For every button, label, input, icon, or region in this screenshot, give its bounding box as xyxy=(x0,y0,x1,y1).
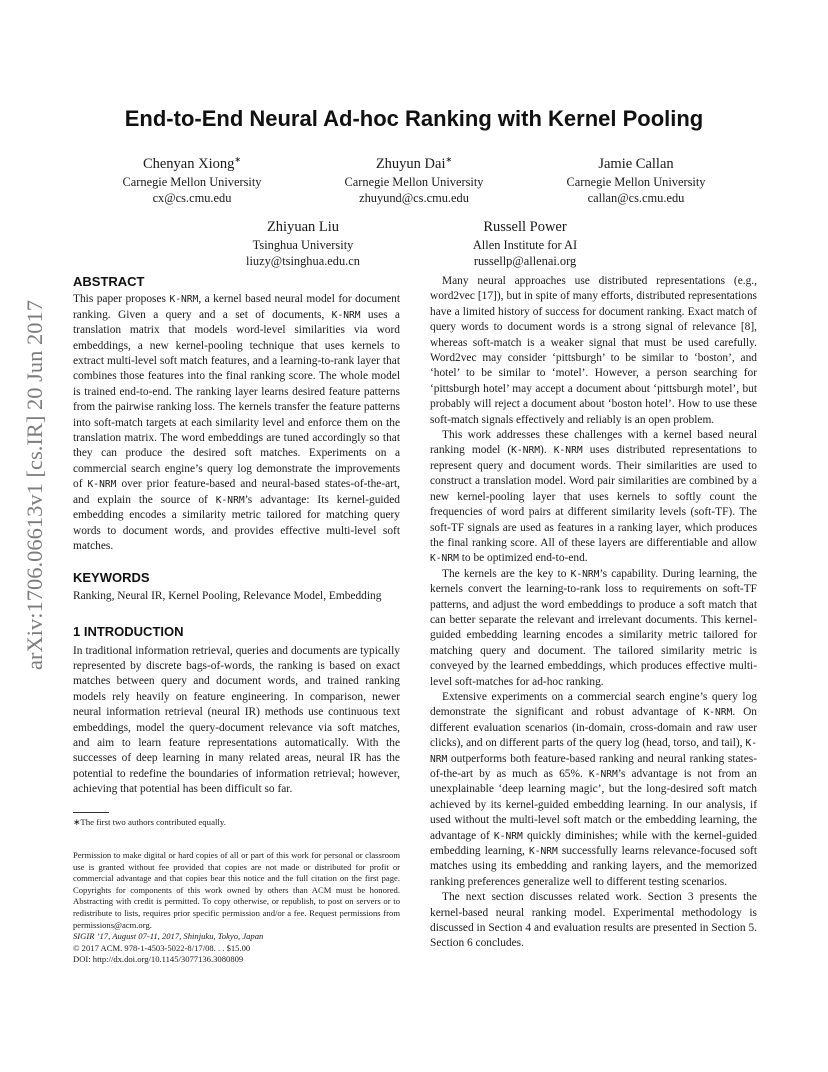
paragraph: This work addresses these challenges with a kernel based neural ranking model (K-NRM). K-NRM uses distributed representations to represent query and document words. Their similarities are used to construct a translation model. Word pair similarities are combined by a new kernel-pooling layer that uses kernels to softly count the frequencies of word pairs at different similarity levels (soft-TF). The soft-TF signals are used as features in a ranking layer, which produces the final ranking score. All of these layers are differentiable and allow K-NRM to be optimized end-to-end. xyxy=(430,429,757,565)
abstract-text: This paper proposes K-NRM, a kernel based neural model for document ranking. Given a query and a set of documents, K-NRM uses a translation matrix that models word-level similarities via word embeddings, a new kernel-pooling technique that uses kernels to extract multi-level soft match features, and a learning-to-rank layer that combines those features into the final ranking score. The whole model is trained end-to-end. The ranking layer learns desired feature patterns from the pairwise ranking loss. The kernels transfer the feature patterns into soft-match targets at each similarity level and enforce them on the translation matrix. The word embeddings are tuned accordingly so that they can produce the desired soft matches. Experiments on a commercial search engine’s query log demonstrate the improvements of K-NRM over prior feature-based and neural-based states-of-the-art, and explain the source of K-NRM’s advantage: Its kernel-guided embedding encodes a similarity metric tailored for matching query words to document words, and provides effective multi-level soft matches. xyxy=(73,293,400,552)
permission-block xyxy=(73,850,400,966)
author-email: zhuyund@cs.cmu.edu xyxy=(359,191,469,206)
author-affiliation: Carnegie Mellon University xyxy=(566,174,706,189)
keywords-heading: KEYWORDS xyxy=(73,570,150,586)
author-affiliation: Carnegie Mellon University xyxy=(344,174,484,189)
paragraph: The next section discusses related work. Section 3 presents the kernel-based neural ranking model. Experimental methodology is discussed in Section 4 and evaluation results are presented in Section 5. Section 6 concludes. xyxy=(430,891,757,950)
author-email: cx@cs.cmu.edu xyxy=(152,191,232,206)
introduction-paragraph: In traditional information retrieval, queries and documents are typically represented by discrete bags-of-words, the ranking is based on exact matches between query and document words, and trained ranking models rely heavily on feature engineering. In comparison, newer neural information retrieval (neural IR) methods use continuous text embeddings, model the query-document relevance via soft matches, and aim to learn feature representations automatically. With the successes of deep learning in many related areas, neural IR has the potential to redefine the boundaries of information retrieval; however, achieving that potential has been difficult so far. xyxy=(73,644,400,796)
author-name: Chenyan Xiong∗ xyxy=(142,155,242,172)
paragraph: Extensive experiments on a commercial search engine’s query log demonstrate the significant and robust advantage of K-NRM. On different evaluation scenarios (in-domain, cross-domain and raw user clicks), and on different parts of the query log (head, torso, and tail), K-NRM outperforms both feature-based ranking and neural ranking states-of-the-art by as much as 65%. K-NRM’s advantage is not from an unexplainable ‘deep learning magic’, but the long-desired soft match achieved by its kernel-guided embedding learning. In our analysis, if used without the multi-level soft match or the embedding learning, the advantage of K-NRM quickly diminishes; while with the kernel-guided embedding learning, K-NRM successfully learns relevance-focused soft matches using its embedding and ranking layers, and the memorized ranking preferences generalize well to different testing scenarios. xyxy=(430,690,757,888)
author-block xyxy=(213,213,393,270)
author-name: Zhiyuan Liu xyxy=(266,218,340,235)
author-name: Russell Power xyxy=(483,218,567,235)
copyright-line: © 2017 ACM. 978-1-4503-5022-8/17/08. . . $15.00 xyxy=(73,942,251,953)
right-column xyxy=(430,274,757,952)
author-affiliation: Tsinghua University xyxy=(252,237,354,252)
author-email: liuzy@tsinghua.edu.cn xyxy=(246,254,360,269)
author-block xyxy=(102,150,282,207)
author-name: Zhuyun Dai∗ xyxy=(375,155,453,172)
author-block xyxy=(435,213,615,270)
author-name: Jamie Callan xyxy=(598,155,674,172)
conference-venue: SIGIR ’17, August 07-11, 2017, Shinjuku, Tokyo, Japan xyxy=(73,931,264,942)
author-email: russellp@allenai.org xyxy=(473,254,577,269)
paragraph: The kernels are the key to K-NRM’s capability. During learning, the kernels convert the learning-to-rank loss to requirements on soft-TF patterns, and adjust the word embeddings to produce a soft match that can better separate the relevant and irrelevant documents. This kernel-guided embedding learning encodes a similarity metric tailored for matching query and document. The tailored similarity metric is conveyed by the learned embeddings, which produces effective multi-level soft-matches for ad-hoc ranking. xyxy=(430,567,757,688)
arxiv-stamp-text: arXiv:1706.06613v1 [cs.IR] 20 Jun 2017 xyxy=(22,300,47,670)
author-block xyxy=(324,150,504,207)
paragraph: Many neural approaches use distributed representations (e.g., word2vec [17]), but in spite of many efforts, distributed representations have a limited history of success for document ranking. Exact match of query words to document words is a strong signal of relevance [8], whereas soft-match is a weaker signal that must be used carefully. Word2vec may consider ‘pittsburgh’ to be similar to ‘boston’, and ‘hotel’ to be similar to ‘motel’. However, a person searching for ‘pittsburgh hotel’ may accept a document about ‘pittsburgh motel’, but probably will reject a document about ‘boston hotel’. How to use these soft-match signals effectively and reliably is an open problem. xyxy=(430,275,757,426)
author-block xyxy=(546,150,726,207)
author-affiliation: Carnegie Mellon University xyxy=(122,174,262,189)
introduction-heading: 1 INTRODUCTION xyxy=(73,624,184,640)
permission-text: Permission to make digital or hard copies of all or part of this work for personal or classroom use is granted without fee provided that copies are not made or distributed for profit or commercial advantage and that copies bear this notice and the full citation on the first page. Copyrights for components of this work owned by others than ACM must be honored. Abstracting with credit is permitted. To copy otherwise, or republish, to post on servers or to redistribute to lists, requires prior specific permission and/or a fee. Request permissions from permissions@acm.org. xyxy=(73,850,400,930)
author-email: callan@cs.cmu.edu xyxy=(587,191,685,206)
doi-line: DOI: http://dx.doi.org/10.1145/3077136.3080809 xyxy=(73,954,244,965)
abstract-heading: ABSTRACT xyxy=(73,274,145,289)
footnote: ∗The first two authors contributed equally. xyxy=(73,817,226,827)
footnote-rule xyxy=(73,812,109,813)
keywords-text: Ranking, Neural IR, Kernel Pooling, Relevance Model, Embedding xyxy=(73,589,382,602)
arxiv-stamp xyxy=(20,300,50,670)
left-column xyxy=(73,274,400,798)
paper-title: End-to-End Neural Ad-hoc Ranking with Kernel Pooling xyxy=(124,106,704,131)
author-affiliation: Allen Institute for AI xyxy=(472,237,578,252)
